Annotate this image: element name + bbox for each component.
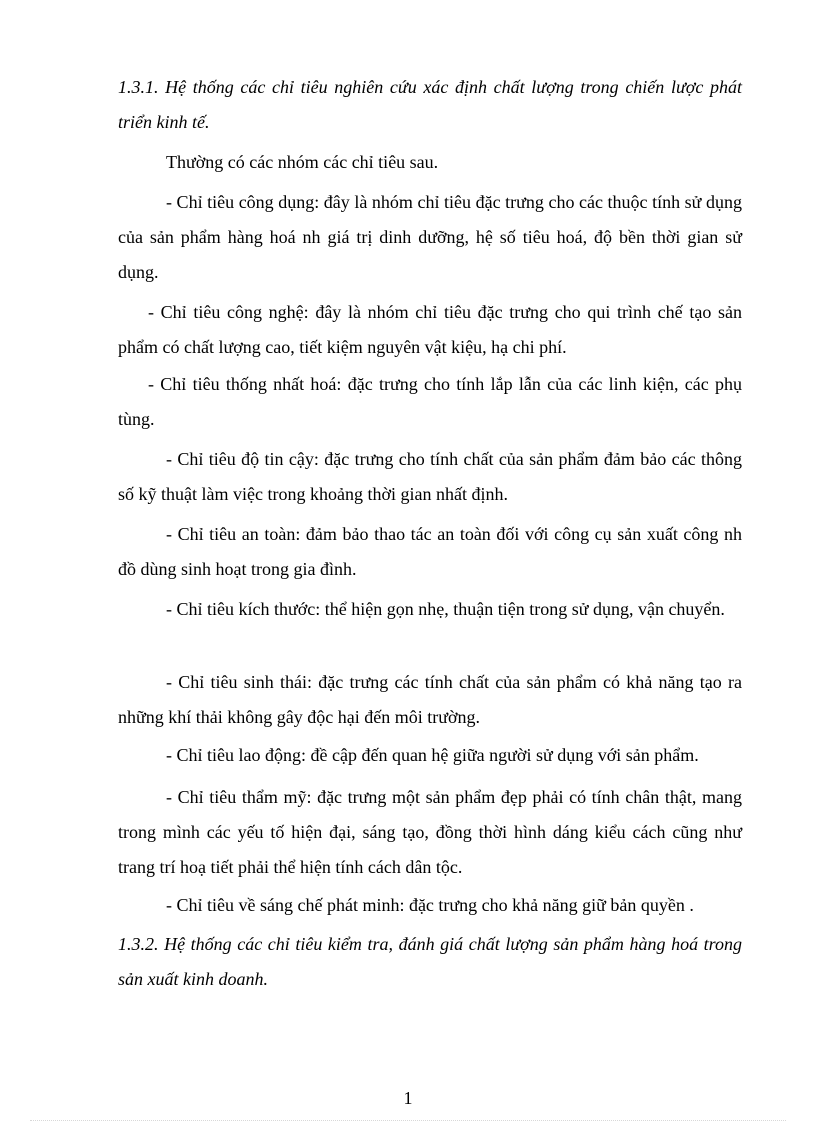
intro-paragraph: Thường có các nhóm các chỉ tiêu sau. [166, 152, 439, 172]
footer-divider [30, 1120, 786, 1121]
item-kich-thuoc: - Chỉ tiêu kích thước: thể hiện gọn nhẹ, thuận tiện trong sử dụng, vận chuyển. [166, 599, 725, 619]
item-do-tin-cay: - Chỉ tiêu độ tin cậy: đặc trưng cho tính chất của sản phẩm đảm bảo các thông số kỹ thuật làm việc trong khoảng thời gian nhất định. [118, 449, 742, 504]
item-sinh-thai: - Chỉ tiêu sinh thái: đặc trưng các tính chất của sản phẩm có khả năng tạo ra những khí thải không gây độc hại đến môi trường. [118, 672, 742, 727]
item-sang-che: - Chỉ tiêu về sáng chế phát minh: đặc trưng cho khả năng giữ bản quyền . [166, 895, 694, 915]
page-number: 1 [403, 1088, 413, 1108]
item-cong-nghe: - Chỉ tiêu công nghệ: đây là nhóm chỉ tiêu đặc trưng cho qui trình chế tạo sản phẩm có chất lượng cao, tiết kiệm nguyên vật kiệu, hạ chi phí. [118, 302, 742, 357]
item-cong-dung: - Chỉ tiêu công dụng: đây là nhóm chỉ tiêu đặc trưng cho các thuộc tính sử dụng của sản phẩm hàng hoá nh giá trị dinh dưỡng, hệ số tiêu hoá, độ bền thời gian sử dụng. [118, 192, 742, 282]
item-tham-my: - Chỉ tiêu thẩm mỹ: đặc trưng một sản phẩm đẹp phải có tính chân thật, mang trong mình các yếu tố hiện đại, sáng tạo, đồng thời hình dáng kiểu cách cũng như trang trí hoạ tiết phải thể hiện tính cách dân tộc. [118, 787, 742, 877]
item-lao-dong: - Chỉ tiêu lao động: đề cập đến quan hệ giữa người sử dụng với sản phẩm. [166, 745, 699, 765]
section-heading-1-3-2: 1.3.2. Hệ thống các chỉ tiêu kiểm tra, đánh giá chất lượng sản phẩm hàng hoá trong sản xuất kinh doanh. [118, 934, 742, 989]
section-heading-1-3-1: 1.3.1. Hệ thống các chỉ tiêu nghiên cứu xác định chất lượng trong chiến lược phát triển kinh tế. [118, 77, 742, 132]
item-thong-nhat-hoa: - Chỉ tiêu thống nhất hoá: đặc trưng cho tính lắp lẫn của các linh kiện, các phụ tùng. [118, 374, 742, 429]
item-an-toan: - Chỉ tiêu an toàn: đảm bảo thao tác an toàn đối với công cụ sản xuất công nh đồ dùng sinh hoạt trong gia đình. [118, 524, 742, 579]
